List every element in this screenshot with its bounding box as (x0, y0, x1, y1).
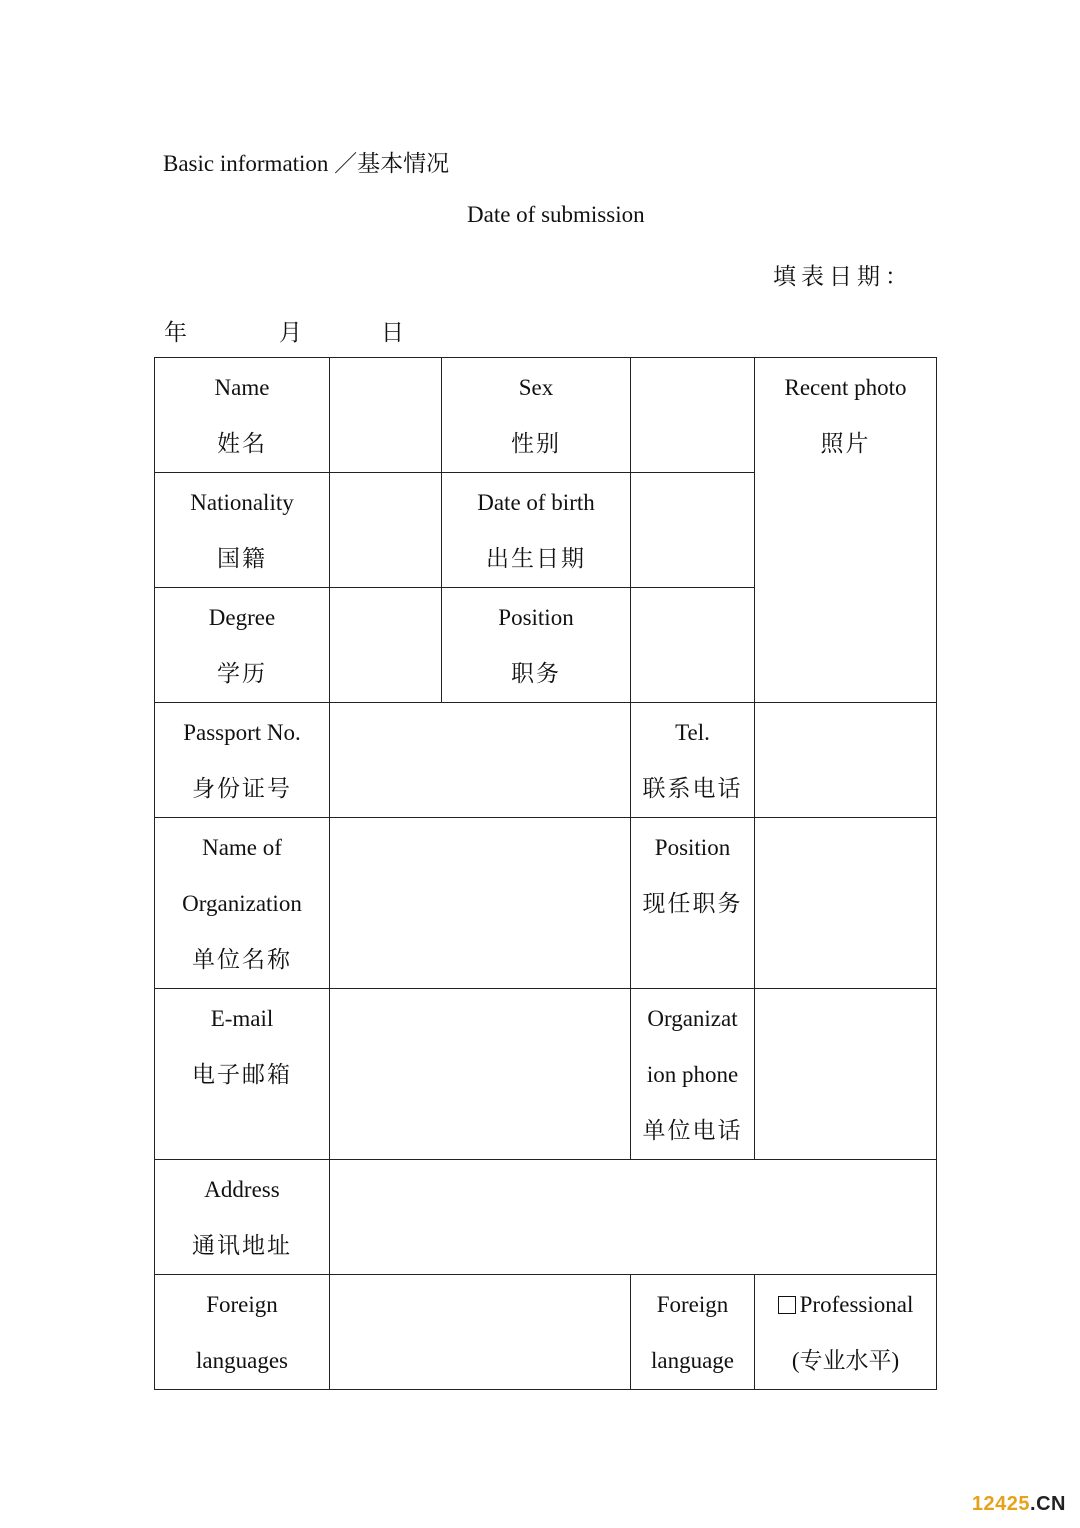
photo-cell[interactable]: Recent photo 照片 (755, 358, 937, 703)
org-phone-label-cell: Organizat ion phone 单位电话 (631, 989, 755, 1160)
tel-label-cell: Tel. 联系电话 (631, 703, 755, 818)
name-label-cell: Name 姓名 (155, 358, 330, 473)
nationality-label-cell: Nationality 国籍 (155, 473, 330, 588)
submission-date-label-en: Date of submission (467, 202, 645, 227)
professional-level-cell: Professional (专业水平) (755, 1275, 937, 1390)
degree-input-cell[interactable] (330, 588, 442, 703)
site-watermark-logo: 12425.CN (971, 1493, 1066, 1515)
professional-option[interactable]: Professional (755, 1277, 936, 1333)
position-input-cell[interactable] (631, 588, 755, 703)
current-position-input-cell[interactable] (755, 818, 937, 989)
sex-label-cell: Sex 性别 (442, 358, 631, 473)
current-position-label-cell: Position 现任职务 (631, 818, 755, 989)
org-name-input-cell[interactable] (330, 818, 631, 989)
tel-input-cell[interactable] (755, 703, 937, 818)
passport-input-cell[interactable] (330, 703, 631, 818)
sex-input-cell[interactable] (631, 358, 755, 473)
submission-date-label-zh: 填表日期： (773, 264, 913, 289)
section-heading: Basic information ／基本情况 (163, 151, 450, 176)
email-input-cell[interactable] (330, 989, 631, 1160)
year-label: 年 (164, 320, 187, 345)
email-label-cell: E-mail 电子邮箱 (155, 989, 330, 1160)
dob-input-cell[interactable] (631, 473, 755, 588)
foreign-languages-input-cell[interactable] (330, 1275, 631, 1390)
org-name-label-cell: Name of Organization 单位名称 (155, 818, 330, 989)
professional-checkbox[interactable] (778, 1296, 796, 1314)
basic-info-form (154, 357, 937, 1390)
degree-label-cell: Degree 学历 (155, 588, 330, 703)
address-input-cell[interactable] (330, 1160, 937, 1275)
dob-label-cell: Date of birth 出生日期 (442, 473, 631, 588)
foreign-languages-label-cell: Foreign languages (155, 1275, 330, 1390)
day-label: 日 (381, 320, 404, 345)
nationality-input-cell[interactable] (330, 473, 442, 588)
passport-label-cell: Passport No. 身份证号 (155, 703, 330, 818)
foreign-language-label-cell: Foreign language (631, 1275, 755, 1390)
month-label: 月 (279, 320, 302, 345)
name-input-cell[interactable] (330, 358, 442, 473)
address-label-cell: Address 通讯地址 (155, 1160, 330, 1275)
position-label-cell: Position 职务 (442, 588, 631, 703)
org-phone-input-cell[interactable] (755, 989, 937, 1160)
